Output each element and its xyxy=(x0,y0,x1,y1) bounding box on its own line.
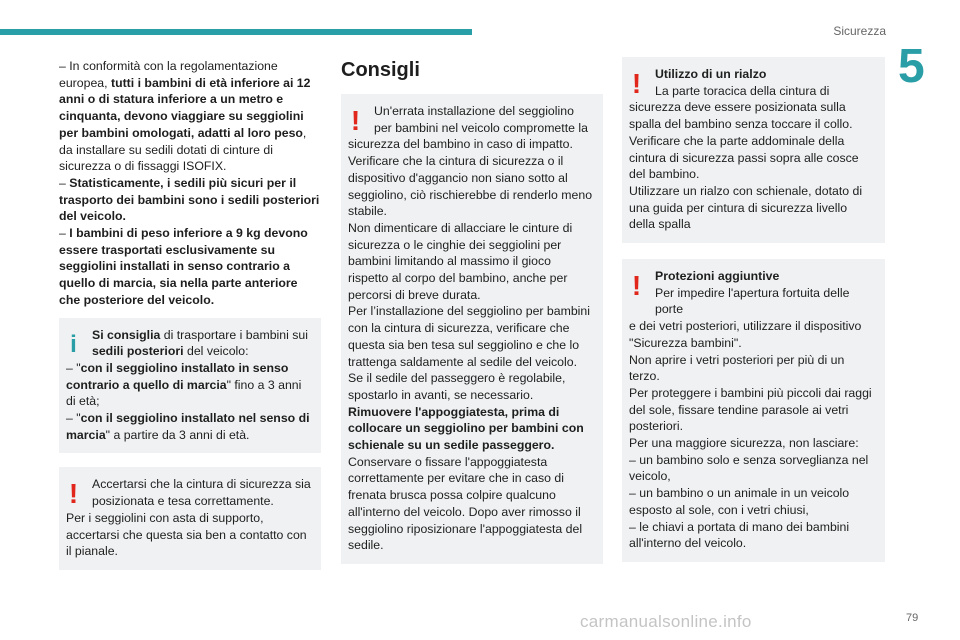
paragraph: Per i seggiolini con asta di supporto, accertarsi che questa sia ben a contatto con il pianale. xyxy=(66,510,307,559)
section-title: Sicurezza xyxy=(833,24,886,38)
paragraph: Utilizzare un rialzo con schienale, dotato di una guida per cintura di sicurezza livello della spalla xyxy=(629,183,863,232)
watermark: carmanualsonline.info xyxy=(580,612,752,631)
paragraph: – In conformità con la regolamentazione europea, tutti i bambini di età inferiore ai 12 anni o di statura inferiore a un metro e cinquanta, devono viaggiare su seggiolini per bambini omologati, adatti al loro peso, da installare su sedili dotati di cinture di sicurezza o di fissaggi ISOFIX. xyxy=(59,59,311,174)
warning-icon: ! xyxy=(350,105,361,136)
paragraph: – Statisticamente, i sedili più sicuri per il trasporto dei bambini sono i sedili posteriori del veicolo. xyxy=(59,175,320,224)
warning-box xyxy=(622,57,885,243)
warning-icon: ! xyxy=(68,478,79,510)
warning-box xyxy=(59,467,321,570)
paragraph: Per l’installazione del seggiolino per bambini con la cintura di sicurezza, verificare che questa sia ben tesa sul seggiolino e che lo trattenga saldamente al sedile del veicolo. Se il sedile del passeggero è regolabile, spostarlo in avanti, se necessario. xyxy=(348,304,590,402)
warning-icon: ! xyxy=(631,270,642,302)
column-left xyxy=(59,58,321,570)
header-accent-bar xyxy=(0,29,472,35)
warning-box xyxy=(341,94,603,564)
paragraph: Rimuovere l'appoggiatesta, prima di collocare un seggiolino per bambini con schienale su un sedile passeggero. Conservare o fissare l'appoggiatesta correttamente per evitare che in caso di frenata brusca possa colpire qualcuno all'interno del veicolo. Dopo aver rimosso il seggiolino riposizionare l'appoggiatesta del sedile. xyxy=(348,404,584,553)
chapter-number: 5 xyxy=(898,40,925,93)
paragraph: e dei vetri posteriori, utilizzare il dispositivo "Sicurezza bambini". xyxy=(629,319,862,350)
page-number: 79 xyxy=(906,612,919,624)
column-right xyxy=(622,57,885,562)
info-icon: i xyxy=(70,330,77,358)
paragraph: sicurezza del bambino in caso di impatto. Verificare che la cintura di sicurezza o il dispositivo d'aggancio non siano sotto al seggiolino, ciò rischierebbe di renderlo meno stabile. xyxy=(348,137,593,219)
paragraph: Per una maggiore sicurezza, non lasciare: xyxy=(629,436,859,451)
warning-head: Accertarsi che la cintura di sicurezza sia posizionata e tesa correttamente. xyxy=(92,477,311,509)
list-item: – "con il seggiolino installato nel senso di marcia" a partire da 3 anni di età. xyxy=(66,411,310,442)
list-item: – un bambino o un animale in un veicolo esposto al sole, con i vetri chiusi, xyxy=(629,486,850,517)
paragraph: Verificare che la parte addominale della cintura di sicurezza passi sopra alle cosce del bambino. xyxy=(629,133,859,182)
warning-head: Utilizzo di un rialzo La parte toracica della cintura di xyxy=(655,67,830,98)
column-middle xyxy=(341,58,603,564)
section-heading: Consigli xyxy=(341,59,420,81)
list-item: – le chiavi a portata di mano dei bambini all'interno del veicolo. xyxy=(629,519,850,551)
info-head: Si consiglia di trasportare i bambini sui sedili posteriori del veicolo: xyxy=(92,327,308,359)
paragraph: Non aprire i vetri posteriori per più di un terzo. xyxy=(629,352,845,384)
info-box xyxy=(59,318,321,454)
paragraph: Non dimenticare di allacciare le cinture di sicurezza o le cinghie dei seggiolini per bambini limitando al massimo il gioco rispetto al corpo del bambino, anche per percorsi di breve durata. xyxy=(348,220,573,302)
warning-icon: ! xyxy=(631,68,642,99)
warning-head: Protezioni aggiuntive Per impedire l'apertura fortuita delle porte xyxy=(655,269,850,317)
list-item: – un bambino solo e senza sorveglianza nel veicolo, xyxy=(629,452,869,484)
paragraph: Per proteggere i bambini più piccoli dai raggi del sole, fissare tendine parasole ai vetri posteriori. xyxy=(629,385,872,434)
paragraph: sicurezza deve essere posizionata sulla spalla del bambino senza toccare il collo. xyxy=(629,100,853,132)
warning-box xyxy=(622,259,885,562)
list-item: – "con il seggiolino installato in senso contrario a quello di marcia" fino a 3 anni di età; xyxy=(66,360,302,409)
paragraph: – I bambini di peso inferiore a 9 kg devono essere trasportati esclusivamente su seggiolini installati in senso contrario a quello di marcia, sia nella parte anteriore che posteriore del veicolo. xyxy=(59,226,308,307)
warning-head: Un'errata installazione del seggiolino per bambini nel veicolo compromette la xyxy=(374,104,588,135)
